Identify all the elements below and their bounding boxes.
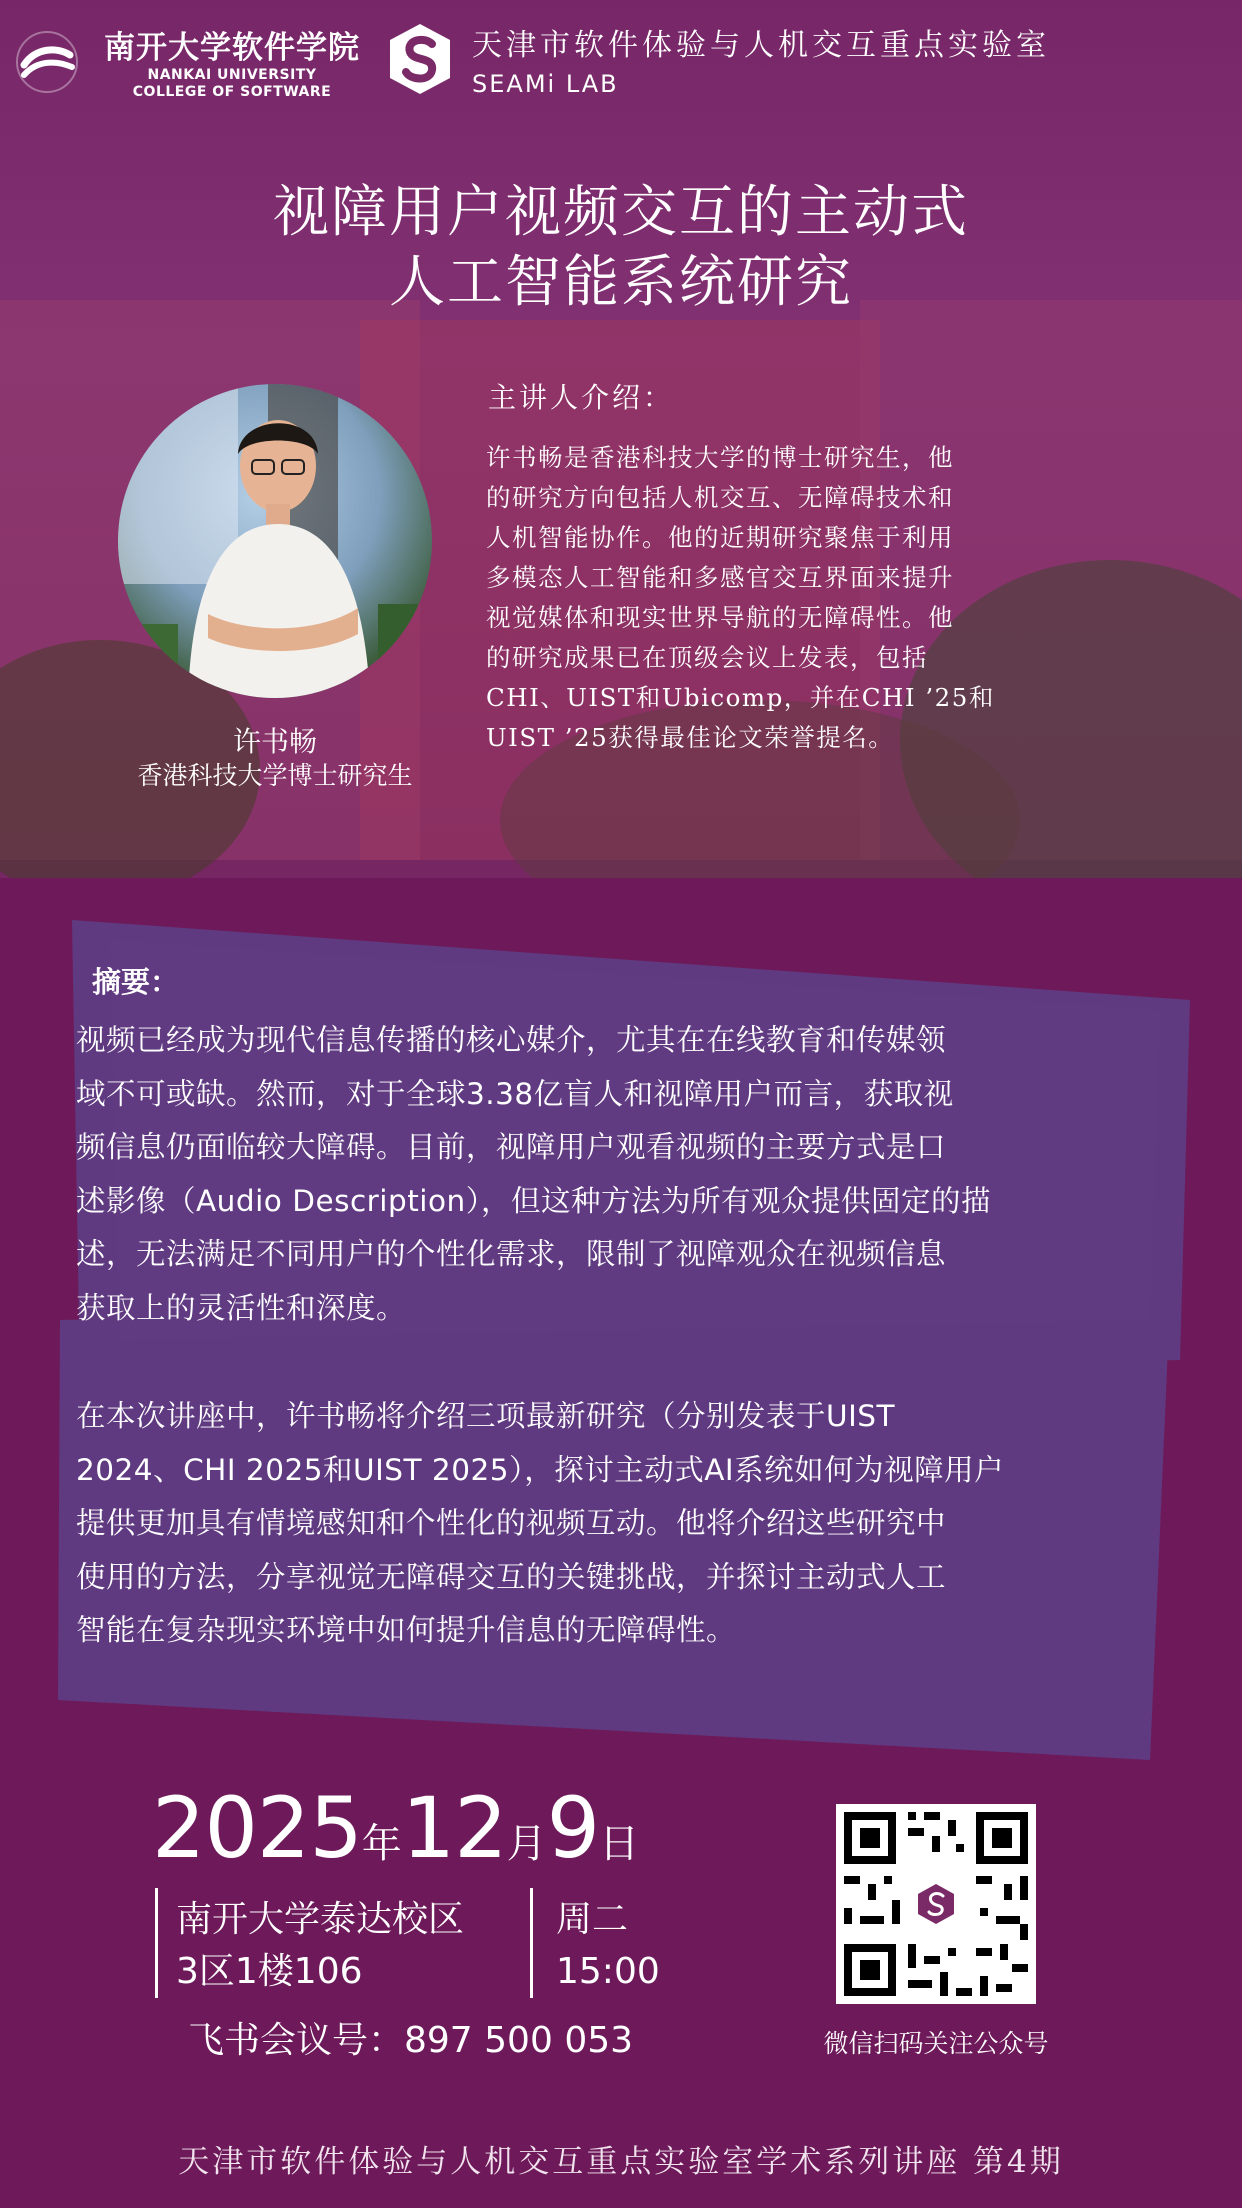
series-footer: 天津市软件体验与人机交互重点实验室学术系列讲座 第4期: [178, 2144, 1064, 2180]
qr-caption: 微信扫码关注公众号: [823, 2029, 1049, 2058]
location-line1: 南开大学泰达校区: [176, 1899, 465, 1940]
intro-line: 许书畅是香港科技大学的博士研究生，他: [486, 443, 954, 472]
nankai-name-en-line1: NANKAI UNIVERSITY: [147, 67, 317, 83]
intro-line: 的研究方向包括人机交互、无障碍技术和: [486, 483, 954, 512]
location-divider: [155, 1888, 158, 1998]
abstract-line: 获取上的灵活性和深度。: [76, 1290, 407, 1325]
speaker-affiliation: 香港科技大学博士研究生: [137, 761, 413, 790]
nankai-emblem-icon: [14, 29, 80, 95]
speaker-intro-heading: 主讲人介绍：: [488, 381, 675, 414]
date-month-unit: 月: [506, 1821, 547, 1867]
time-divider: [530, 1888, 533, 1998]
event-weekday: 周二: [556, 1899, 629, 1940]
lecture-title-line1: 视障用户视频交互的主动式: [273, 180, 969, 245]
abstract-line: 提供更加具有情境感知和个性化的视频互动。他将介绍这些研究中: [76, 1506, 947, 1540]
intro-line: 人机智能协作。他的近期研究聚焦于利用: [486, 523, 954, 552]
date-year-unit: 年: [361, 1821, 402, 1867]
nankai-logo: [14, 22, 360, 101]
nankai-name-en-line2: COLLEGE OF SOFTWARE: [132, 84, 332, 100]
abstract-heading: 摘要：: [92, 965, 180, 999]
intro-line: 多模态人工智能和多感官交互界面来提升: [486, 563, 954, 592]
meeting-number: 飞书会议号：897 500 053: [188, 2020, 634, 2061]
abstract-line: 智能在复杂现实环境中如何提升信息的无障碍性。: [76, 1613, 737, 1647]
intro-line: CHI、UIST和Ubicomp，并在CHI ’25和: [486, 683, 995, 712]
hero-banner: [0, 0, 1242, 878]
event-time: [556, 1894, 660, 1998]
abstract-line: 在本次讲座中，许书畅将介绍三项最新研究（分别发表于UIST: [76, 1399, 896, 1433]
abstract-line: 频信息仍面临较大障碍。目前，视障用户观看视频的主要方式是口: [76, 1130, 947, 1164]
abstract-line: 视频已经成为现代信息传播的核心媒介，尤其在在线教育和传媒领: [76, 1023, 947, 1057]
event-clock-time: 15:00: [556, 1951, 660, 1992]
abstract-paragraph-1: [76, 1014, 1136, 1335]
speaker-name: 许书畅: [232, 725, 317, 758]
lab-name-en: SEAMi LAB: [472, 70, 619, 98]
lab-name-cn: 天津市软件体验与人机交互重点实验室: [472, 28, 1050, 63]
qr-code-icon: [836, 1804, 1036, 2004]
abstract-line: 域不可或缺。然而，对于全球3.38亿盲人和视障用户而言，获取视: [76, 1076, 954, 1111]
date-year: 2025: [152, 1779, 362, 1877]
seami-emblem-icon: [384, 20, 456, 98]
wechat-qr-code[interactable]: [836, 1804, 1036, 2004]
location-line2: 3区1楼106: [176, 1951, 363, 1992]
abstract-line: 述影像（Audio Description），但这种方法为所有观众提供固定的描: [76, 1183, 991, 1218]
abstract-line: 使用的方法，分享视觉无障碍交互的关键挑战，并探讨主动式人工: [76, 1559, 947, 1594]
speaker-photo: [118, 384, 432, 698]
date-day-unit: 日: [599, 1821, 640, 1867]
nankai-name-cn: 南开大学软件学院: [104, 30, 360, 66]
lecture-title-line2: 人工智能系统研究: [389, 250, 853, 315]
intro-line: UIST ’25获得最佳论文荣誉提名。: [486, 723, 895, 752]
speaker-intro-text: [486, 438, 1066, 758]
intro-line: 视觉媒体和现实世界导航的无障碍性。他: [486, 603, 954, 632]
speaker-portrait-icon: [118, 384, 432, 698]
abstract-line: 述，无法满足不同用户的个性化需求，限制了视障观众在视频信息: [76, 1237, 947, 1271]
intro-line: 的研究成果已在顶级会议上发表，包括: [486, 643, 928, 672]
seami-logo: [384, 20, 1050, 98]
abstract-line: 2024、CHI 2025和UIST 2025），探讨主动式AI系统如何为视障用户: [76, 1452, 1005, 1487]
abstract-paragraph-2: [76, 1390, 1136, 1658]
date-month: 12: [401, 1779, 507, 1877]
date-day: 9: [546, 1779, 600, 1877]
event-date: [152, 1778, 639, 1902]
lecture-title: [0, 178, 1242, 318]
event-location: [176, 1894, 464, 1998]
